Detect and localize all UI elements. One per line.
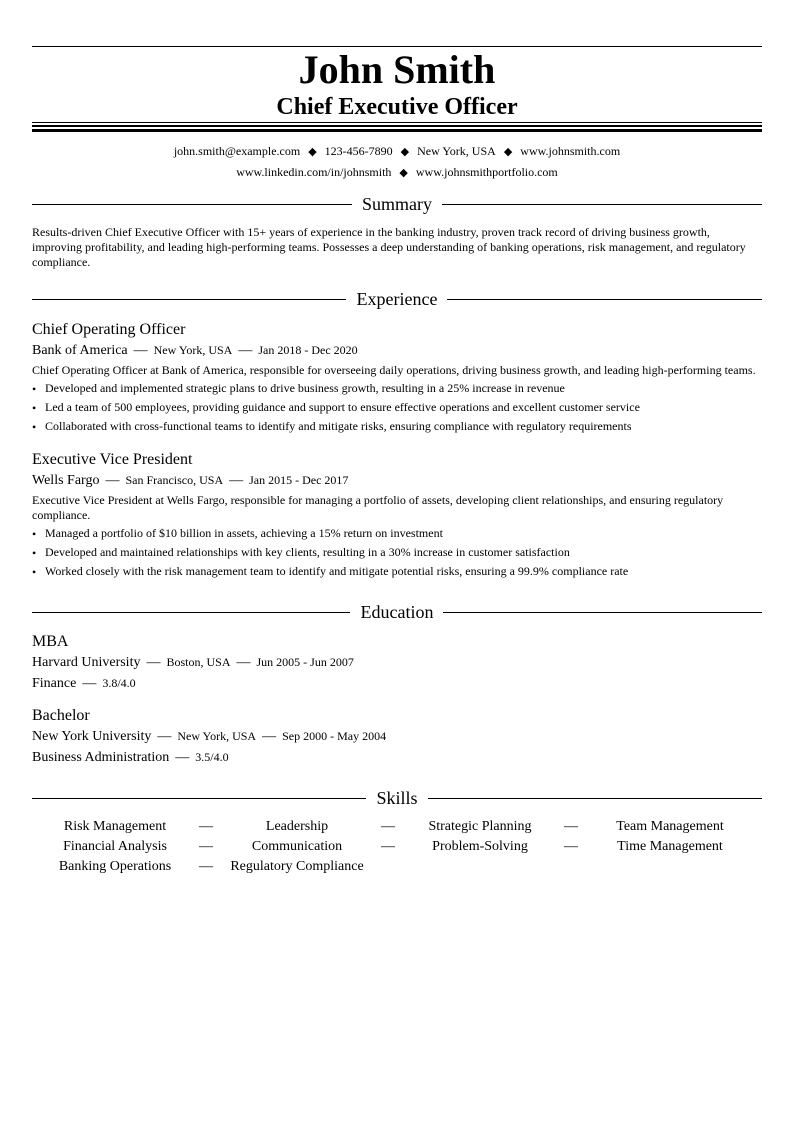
edu-location: New York, USA [177,729,257,743]
contact-phone[interactable]: 123-456-7890 [324,144,393,158]
edu-school-line: New York University — New York, USA — Sep 2000 - May 2004 [32,729,387,744]
diamond-icon: ◆ [503,146,513,158]
list-item: • Developed and maintained relationships with key clients, resulting in a 30% increase in customer satisfaction [32,545,762,560]
section-summary-heading [32,193,762,217]
skill-item: Team Management [616,819,724,834]
section-title: Skills [366,788,427,808]
skill-item: Regulatory Compliance [230,859,364,874]
section-title: Education [351,602,444,622]
list-item: • Collaborated with cross-functional teams to identify and mitigate risks, ensuring compliance with regulatory requirements [32,419,762,434]
list-item: • Led a team of 500 employees, providing guidance and support to ensure effective operations and excellent customer service [32,400,762,415]
contact-portfolio[interactable]: www.johnsmithportfolio.com [415,165,558,179]
edu-field-line: Business Administration — 3.5/4.0 [32,750,229,765]
skill-separator: — [564,819,578,834]
edu-degree: Bachelor [32,707,90,724]
job-location: San Francisco, USA [125,473,224,487]
list-item: • Managed a portfolio of $10 billion in assets, achieving a 15% return on investment [32,526,762,541]
list-item: • Worked closely with the risk management team to identify and mitigate potential risks, ensuring a 99.9% compliance rate [32,564,762,579]
job-location: New York, USA [153,343,233,357]
edu-school-line: Harvard University — Boston, USA — Jun 2005 - Jun 2007 [32,655,354,670]
edu-school: Harvard University [32,655,141,670]
experience-entry [32,450,762,583]
experience-entry [32,320,762,438]
job-description: Chief Operating Officer at Bank of America, responsible for overseeing daily operations, driving business growth, and leading high-performing teams. [32,363,756,377]
job-role: Chief Operating Officer [32,321,186,338]
job-company: Bank of America [32,343,128,358]
job-dates: Jan 2015 - Dec 2017 [249,473,349,487]
skill-item: Problem-Solving [432,839,528,854]
edu-field: Finance [32,676,77,691]
job-bullets [32,526,762,579]
contact-line-2 [32,164,762,181]
job-dates: Jan 2018 - Dec 2020 [258,343,358,357]
job-company: Wells Fargo [32,473,100,488]
candidate-title: Chief Executive Officer [276,94,518,120]
skill-separator: — [381,819,395,834]
edu-school: New York University [32,729,152,744]
skill-item: Strategic Planning [428,819,532,834]
education-entry [32,632,762,693]
skill-separator: — [381,839,395,854]
job-bullets [32,381,762,434]
skill-item: Banking Operations [58,859,172,874]
skill-separator: — [199,859,213,874]
section-title: Experience [347,289,448,309]
skill-item: Risk Management [63,819,167,834]
edu-field: Business Administration [32,750,170,765]
edu-field-line: Finance — 3.8/4.0 [32,676,136,691]
header-rule-thick [32,129,762,132]
edu-dates: Sep 2000 - May 2004 [282,729,387,743]
skill-item: Financial Analysis [63,839,167,854]
skill-item: Communication [251,839,343,854]
job-description: Executive Vice President at Wells Fargo, responsible for managing a portfolio of assets, developing client relationships, and ensuring regulatory compliance. [32,493,724,522]
skill-separator: — [199,819,213,834]
skill-separator: — [199,839,213,854]
header-rule-thin [32,122,762,123]
diamond-icon: ◆ [399,167,408,179]
section-experience-heading [32,288,762,312]
edu-gpa: 3.5/4.0 [195,750,229,764]
skill-item: Leadership [265,819,329,834]
job-org-line: Wells Fargo — San Francisco, USA — Jan 2015 - Dec 2017 [32,473,349,488]
contact-line-1 [32,143,762,160]
contact-website[interactable]: www.johnsmith.com [520,144,621,158]
skill-item: Time Management [617,839,723,854]
job-org-line: Bank of America — New York, USA — Jan 2018 - Dec 2020 [32,343,358,358]
contact-email[interactable]: john.smith@example.com [173,144,301,158]
skill-separator: — [564,839,578,854]
section-title: Summary [352,194,442,214]
section-education-heading [32,601,762,625]
edu-dates: Jun 2005 - Jun 2007 [256,655,354,669]
edu-gpa: 3.8/4.0 [102,676,136,690]
section-skills-heading [32,787,762,811]
edu-degree: MBA [32,633,69,650]
list-item: • Developed and implemented strategic plans to drive business growth, resulting in a 25% increase in revenue [32,381,762,396]
summary-text: Results-driven Chief Executive Officer with 15+ years of experience in the banking industry, proven track record of driving business growth, improving profitability, and leading high-performing teams. Possesses a deep understanding of banking operations, risk management, and regulatory compliance. [32,225,746,269]
diamond-icon: ◆ [308,146,317,158]
candidate-name: John Smith [298,47,496,92]
header-rule-mid [32,125,762,127]
diamond-icon: ◆ [400,146,410,158]
job-role: Executive Vice President [32,451,193,468]
edu-location: Boston, USA [166,655,231,669]
contact-linkedin[interactable]: www.linkedin.com/in/johnsmith [236,165,392,179]
education-entry [32,706,762,767]
contact-location: New York, USA [417,144,496,158]
